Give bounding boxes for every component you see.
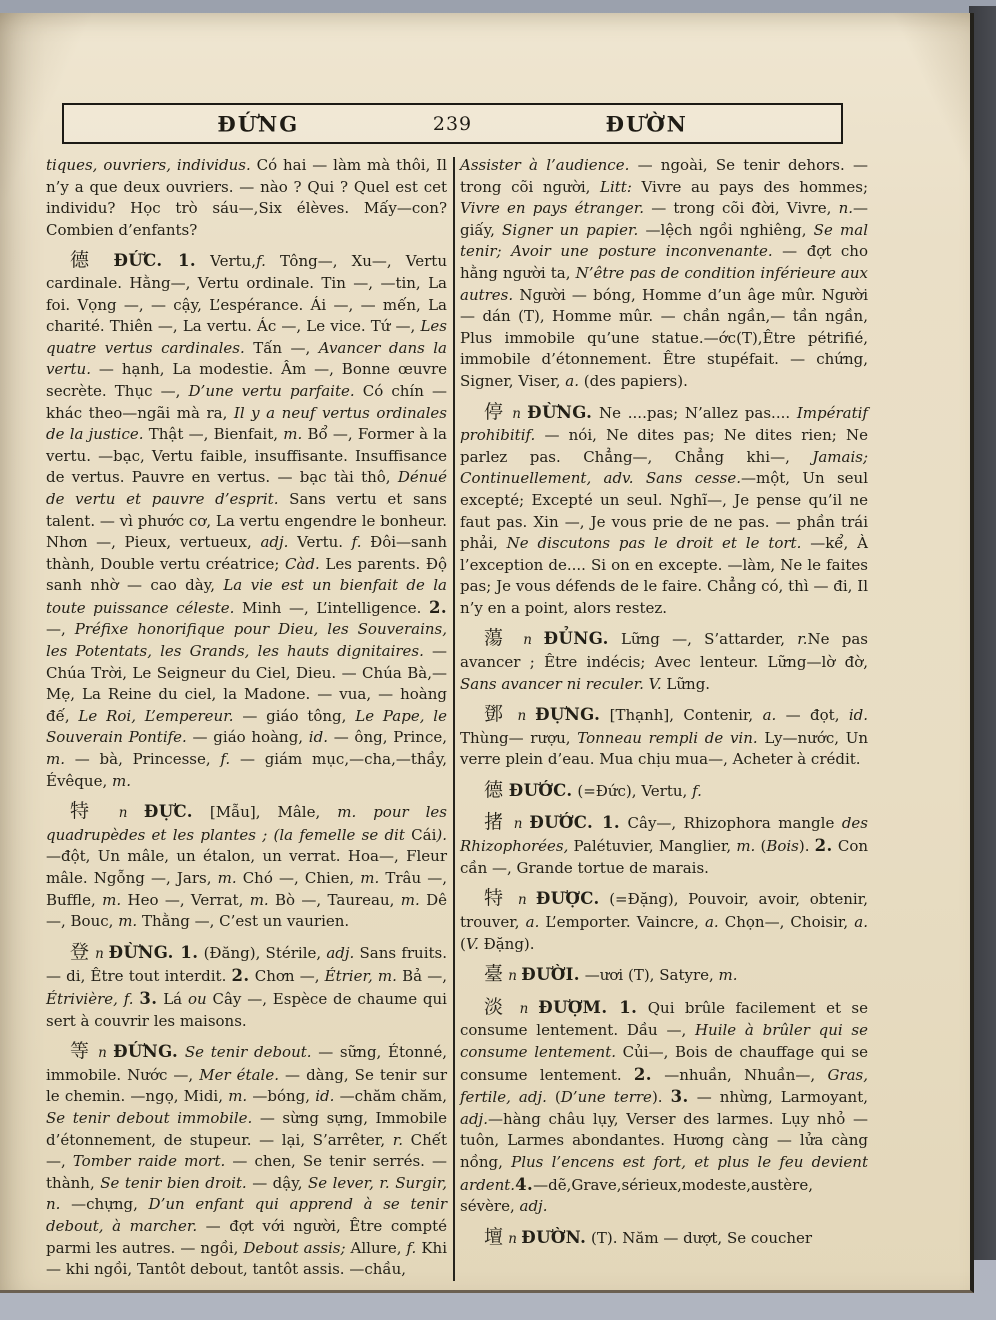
- entry-headword: 2.: [231, 966, 250, 986]
- body-text: — đợt cho hằng người ta,: [460, 242, 868, 282]
- entry-headword: ĐỪNG. 1.: [108, 942, 199, 962]
- italic-text: Se tenir debout immobile.: [46, 1108, 253, 1127]
- continuation-paragraph: [46, 155, 447, 241]
- body-text: ).: [798, 837, 815, 856]
- italic-text: m. pour les quadrupèdes et les plantes ; (la femelle se dit: [46, 803, 447, 844]
- cjk-headword-character: 登: [70, 940, 91, 963]
- dictionary-entry: [460, 628, 868, 695]
- body-text: — ngoài, Se tenir dehors. — trong cõi người,: [460, 156, 868, 196]
- cjk-headword-character: 蕩: [484, 627, 512, 650]
- italic-text: adj.: [460, 1109, 488, 1128]
- body-text: Cây —, Espèce de chaume qui sert à couvrir les maisons.: [46, 989, 447, 1030]
- body-text: —nhuần, Nhuần—,: [651, 1065, 828, 1084]
- italic-text: Jamais; Continuellement, adv. Sans cesse.: [460, 447, 868, 488]
- italic-text: D’une vertu parfaite.: [188, 381, 355, 400]
- body-text: Qui brûle facilement et se consume lentement. Dầu —,: [460, 998, 868, 1040]
- italic-text: f.: [351, 533, 362, 552]
- italic-text: Se mal tenir; Avoir une posture inconvenante.: [460, 220, 868, 261]
- body-text: (T). Năm — dượt, Se coucher: [586, 1228, 813, 1247]
- continuation-paragraph: [460, 155, 868, 393]
- italic-text: m.: [102, 890, 122, 909]
- body-text: Chó —, Chien,: [236, 869, 361, 887]
- italic-text: D’un enfant qui apprend à se tenir debout, à marcher.: [46, 1195, 447, 1235]
- italic-text: ou: [187, 989, 207, 1008]
- italic-text: tiques, ouvriers, individus.: [46, 156, 251, 174]
- body-text: Có hai — làm mà thôi, Il n’y a que deux ouvriers. — nào ? Qui ? Quel est cet individu? Học trò sáu—,Six élèves. Mấy—con? Combien d’enfants?: [46, 156, 447, 239]
- cjk-headword-character: 等: [70, 1040, 92, 1063]
- italic-text: Bois: [766, 837, 799, 856]
- entry-headword: 2.: [814, 836, 833, 856]
- italic-text: adj.: [260, 533, 289, 552]
- italic-text: La vie est un bienfait de la toute puissance céleste.: [46, 576, 447, 617]
- body-text: Lá: [157, 989, 188, 1008]
- body-text: Củi—, Bois de chauffage qui se consume lentement.: [460, 1042, 868, 1084]
- italic-text: a.: [854, 913, 868, 931]
- dictionary-entry: [46, 250, 447, 792]
- italic-text: Sans avancer ni reculer.: [460, 674, 644, 693]
- entry-headword: ĐỰNG.: [535, 705, 601, 725]
- body-text: — nhừng, Larmoyant,: [688, 1088, 868, 1107]
- body-text: Vertu.: [288, 533, 352, 552]
- italic-text: m.: [283, 425, 303, 444]
- body-text: Chết —,: [46, 1130, 447, 1171]
- dictionary-entry: [46, 942, 447, 1032]
- nom-marker: n: [90, 945, 109, 962]
- body-text: (: [460, 934, 466, 953]
- italic-text: des Rhizophorées,: [460, 813, 868, 856]
- entry-headword: ĐƯỚC. 1.: [529, 812, 621, 832]
- cjk-headword-character: 停: [484, 400, 506, 423]
- entry-headword: ĐƯỢM. 1.: [538, 997, 638, 1017]
- body-text: — nói, Ne dites pas; Ne dites rien; Ne parlez pas. Chẳng—, Chẳng khi—,: [460, 426, 868, 466]
- italic-text: id.: [308, 728, 328, 747]
- body-text: Chọn—, Choisir,: [718, 913, 855, 931]
- body-text: Đôi—sanh thành, Double vertu créatrice;: [46, 533, 448, 573]
- italic-text: m.: [111, 771, 131, 790]
- entry-headword: ĐỨC. 1.: [113, 251, 196, 271]
- dictionary-entry: [460, 402, 868, 620]
- body-text: (=Đặng), Pouvoir, avoir, obtenir, trouver,: [460, 890, 868, 931]
- body-text: — dậy,: [246, 1173, 308, 1192]
- body-text: L’emporter. Vaincre,: [539, 913, 705, 931]
- entry-headword: ĐỪNG.: [527, 402, 593, 422]
- body-text: Chơn —,: [249, 967, 325, 986]
- body-text: [178, 1043, 185, 1061]
- italic-text: Ne discutons pas le droit et le tort.: [506, 534, 802, 553]
- body-text: Có chín — khác theo—ngãi mà ra,: [46, 381, 447, 422]
- body-text: —lệch ngồi nghiêng,: [638, 220, 814, 239]
- nom-marker: n: [504, 1230, 522, 1247]
- body-text: (: [546, 1088, 561, 1107]
- body-text: Bò —, Taureau,: [268, 890, 401, 909]
- body-text: Tông—, Xu—, Vertu cardinale. Hằng—, Vertu ordinale. Tin —, —tin, La foi. Vọng —, — cậy, L’espérance. Ái —, — mến, La charité. Thiên —, La vertu. Ác —, Le vice. Tứ —,: [46, 252, 447, 336]
- cjk-headword-character: 德: [484, 779, 505, 802]
- nom-marker: n: [509, 1000, 539, 1017]
- body-text: Lững —, S’attarder,: [608, 630, 798, 649]
- dictionary-entry: [46, 1041, 447, 1281]
- page-number: 239: [432, 112, 473, 135]
- body-text: Thùng— rượu,: [460, 728, 578, 747]
- column-divider-rule: [453, 157, 455, 1281]
- body-text: — bà, Princesse,: [65, 750, 221, 769]
- nom-marker: n: [508, 708, 536, 725]
- body-text: Khi — khi ngồi, Tantôt debout, tantôt assis. —chầu,: [46, 1238, 447, 1279]
- body-text: Les parents. Độ sanh nhờ — cao dày,: [46, 554, 448, 595]
- italic-text: a.: [565, 371, 579, 390]
- body-text: —bóng,: [247, 1087, 316, 1106]
- body-text: Vivre au pays des hommes;: [631, 177, 868, 196]
- dictionary-entry: [460, 812, 868, 880]
- nom-marker: n: [91, 1045, 114, 1062]
- body-text: —ươi (T), Satyre,: [579, 966, 719, 985]
- body-text: —hàng châu lụy, Verser des larmes. Lụy nhỏ — tuôn, Larmes abondantes. Hương càng — lửa càng nồng,: [460, 1109, 868, 1171]
- italic-text: Vivre en pays étranger.: [460, 199, 645, 218]
- nom-marker: n: [506, 815, 530, 832]
- italic-text: adj.: [326, 943, 355, 962]
- italic-text: Le Roi, L’empereur.: [78, 706, 234, 725]
- body-text: Trâu —, Buffle,: [46, 869, 447, 909]
- body-text: (=Đức), Vertu,: [572, 782, 693, 801]
- dictionary-entry: [460, 964, 868, 988]
- italic-text: Gras, fertile, adj.: [460, 1065, 868, 1107]
- italic-text: Assister à l’audience.: [460, 156, 630, 174]
- body-text: — dàng, Se tenir sur le chemin. —ngọ, Midi,: [46, 1065, 447, 1106]
- entry-headword: 2.: [428, 597, 447, 617]
- italic-text: f.: [256, 252, 266, 271]
- body-text: (: [755, 837, 767, 856]
- body-text: Vertu,: [196, 252, 257, 271]
- body-text: Ne ....pas; N’allez pas....: [592, 403, 797, 422]
- entry-headword: ĐƯỢC.: [535, 889, 600, 909]
- italic-text: f.: [406, 1238, 417, 1257]
- entry-headword: ĐƯỜN.: [521, 1227, 587, 1247]
- dictionary-entry: [460, 888, 868, 955]
- italic-text: r.: [392, 1130, 403, 1149]
- italic-text: m.: [400, 890, 420, 909]
- body-text: — giấy,: [460, 199, 868, 239]
- italic-text: a.: [525, 913, 540, 931]
- entry-headword: ĐƯỜI.: [521, 965, 580, 985]
- italic-text: f.: [692, 782, 702, 801]
- nom-marker: n: [504, 968, 522, 985]
- italic-text: m.: [718, 966, 738, 985]
- italic-text: Tonneau rempli de vin.: [577, 728, 758, 747]
- body-text: — trong cõi đời, Vivre,: [644, 199, 839, 218]
- nom-marker: n: [508, 892, 536, 909]
- cjk-headword-character: 㨋: [484, 810, 507, 833]
- body-text: — đợt với người, Être compté parmi les autres. — ngồi,: [46, 1216, 447, 1257]
- italic-text: Litt:: [600, 177, 632, 196]
- dictionary-entry: [460, 704, 868, 771]
- right-column: [460, 155, 868, 1281]
- italic-text: Avancer dans la vertu.: [46, 338, 448, 379]
- italic-text: Se tenir bien droit.: [100, 1173, 247, 1192]
- italic-text: m.: [46, 750, 65, 769]
- italic-text: D’une terre: [560, 1088, 652, 1107]
- italic-text: Signer un papier.: [502, 220, 639, 239]
- running-title-left: ĐỨNG: [217, 111, 300, 136]
- entry-headword: 3.: [670, 1087, 689, 1107]
- body-text: [Thạnh], Contenir,: [600, 706, 763, 725]
- body-text: —chựng,: [60, 1195, 149, 1214]
- dictionary-entry: [460, 780, 868, 803]
- entry-headword: ĐỦNG.: [543, 629, 609, 649]
- body-text: — sững, Étonné, immobile. Nước —,: [46, 1043, 447, 1084]
- body-text: —một, Un seul excepté; Excepté un seul. Nghĩ—, Je pense qu’il ne faut pas. Xin —, Je vous prie de ne pas. — phần trái phải,: [460, 469, 868, 553]
- body-text: Ne pas avancer ; Être indécis; Avec lenteur. Lững—lờ đờ,: [460, 630, 868, 672]
- body-text: Sans vertu et sans talent. — vì phước cơ, La vertu engendre le bonheur. Nhơn —, Pieux, vertueux,: [46, 489, 447, 552]
- italic-text: V.: [465, 934, 479, 953]
- text-columns: [46, 155, 872, 1281]
- body-text: Tấn —,: [244, 338, 319, 357]
- body-text: — Chúa Trời, Le Seigneur du Ciel, Dieu. — Chúa Bà,—Mẹ, La Reine du ciel, la Madone. — vua, — hoàng đế,: [46, 642, 447, 725]
- body-text: — ông, Prince,: [327, 728, 447, 747]
- entry-headword: ĐỨNG.: [113, 1042, 179, 1062]
- body-text: Bả —,: [396, 967, 448, 986]
- italic-text: f.: [220, 750, 231, 769]
- entry-headword: 3.: [139, 988, 158, 1008]
- italic-text: id.: [848, 706, 869, 725]
- italic-text: Huile à brûler qui se consume lentement.: [460, 1021, 868, 1061]
- body-text: Thật —, Bienfait,: [143, 425, 284, 444]
- italic-text: Càd.: [285, 554, 320, 573]
- cjk-headword-character: 特: [70, 800, 103, 823]
- body-text: Allure,: [345, 1238, 407, 1257]
- nom-marker: n: [511, 632, 544, 649]
- body-text: — sừng sựng, Immobile d’étonnement, de stupeur. — lại, S’arrêter,: [46, 1108, 447, 1149]
- italic-text: m.: [118, 912, 138, 931]
- body-text: (Đăng), Stérile,: [198, 943, 327, 962]
- italic-text: Se lever, r. Surgir, n.: [46, 1173, 447, 1214]
- dictionary-entry: [460, 997, 868, 1218]
- italic-text: Mer étale.: [199, 1065, 279, 1084]
- body-text: Cây—, Rhizophora mangle: [620, 813, 842, 832]
- body-text: —kể, À l’exception de.... Si on en excepte. —làm, Ne le faites pas; Je vous défends de le faire. Chẳng có, thì — đi, Il n’y en a point, alors restez.: [460, 534, 868, 617]
- entry-headword: ĐƯỚC.: [508, 781, 573, 801]
- body-text: Minh —, L’intelligence.: [234, 598, 429, 617]
- entry-headword: ĐỰC.: [143, 802, 193, 822]
- italic-text: a.: [762, 706, 777, 725]
- italic-text: Préfixe honorifique pour Dieu, les Souverains, les Potentats, les Grands, les hauts dignitaires.: [46, 620, 447, 661]
- body-text: Dê —, Bouc,: [46, 890, 447, 931]
- running-title-right: ĐƯỜN: [605, 111, 688, 136]
- italic-text: adj.: [519, 1197, 548, 1216]
- body-text: Bổ —, Former à la vertu. —bạc, Vertu faible, insuffisante. Insuffisance de vertus. Pauvre en vertus. — bạc tài thô,: [46, 425, 447, 487]
- body-text: — giáo hoàng,: [186, 728, 309, 747]
- body-text: — giám mục,—cha,—thầy, Évêque,: [46, 750, 447, 790]
- italic-text: Les quatre vertus cardinales.: [46, 317, 447, 357]
- cjk-headword-character: 德: [70, 249, 100, 272]
- italic-text: m.: [217, 869, 237, 887]
- body-text: Sans fruits. — di, Être tout interdit.: [46, 943, 447, 986]
- entry-headword: 2.: [633, 1064, 652, 1084]
- page-header-box: [62, 103, 843, 144]
- italic-text: N’être pas de condition inférieure aux autres.: [460, 263, 868, 304]
- body-text: — hạnh, La modestie. Âm —, Bonne œuvre secrète. Thục —,: [46, 360, 447, 400]
- italic-text: Impératif prohibitif.: [460, 403, 868, 445]
- italic-text: id.: [315, 1087, 335, 1106]
- body-text: Con cần —, Grande tortue de marais.: [460, 837, 869, 877]
- body-text: —dẽ,Grave,sérieux,modeste,austère, sévère,: [460, 1175, 813, 1216]
- italic-text: V.: [648, 674, 662, 693]
- italic-text: Se tenir debout.: [184, 1043, 312, 1062]
- dictionary-entry: [460, 1227, 868, 1251]
- cjk-headword-character: 壇: [484, 1225, 505, 1248]
- body-text: Thằng —, C’est un vaurien.: [137, 912, 350, 931]
- body-text: Ly—nước, Un verre plein d’eau. Mua chịu mua—, Acheter à crédit.: [460, 728, 869, 769]
- book-page: [0, 13, 974, 1293]
- body-text: — đọt,: [776, 706, 849, 725]
- italic-text: m.: [228, 1087, 248, 1106]
- body-text: Cái: [411, 825, 437, 844]
- dictionary-entry: [46, 801, 447, 933]
- cjk-headword-character: 特: [484, 887, 509, 910]
- italic-text: Dénué de vertu et pauvre d’esprit.: [46, 468, 447, 508]
- body-text: Lững.: [661, 674, 711, 693]
- italic-text: Étrier, m.: [324, 967, 397, 986]
- nom-marker: n: [505, 405, 528, 422]
- italic-text: m.: [360, 869, 380, 887]
- nom-marker: n: [102, 805, 144, 822]
- body-text: — giáo tông,: [233, 706, 356, 725]
- body-text: —,: [46, 620, 75, 639]
- body-text: Heo —, Verrat,: [121, 890, 250, 909]
- italic-text: Tomber raide mort.: [72, 1152, 226, 1171]
- italic-text: m.: [249, 890, 269, 909]
- body-text: Đặng).: [478, 934, 535, 953]
- body-text: Người — bóng, Homme d’un âge mûr. Người — dán (T), Homme mûr. — chần ngần,— tần ngần, Plus immobile qu’une statue.—ớc(T),Être pétrifié, immobile d’étonnement. Être stupéfait. — chứng, Signer, Viser,: [460, 285, 868, 390]
- italic-text: Plus l’encens est fort, et plus le feu devient ardent.: [460, 1152, 868, 1194]
- body-text: —chăm chăm,: [334, 1087, 447, 1106]
- body-text: —đột, Un mâle, un étalon, un verrat. Hoa—, Fleur mâle. Ngỗng —, Jars,: [46, 847, 447, 887]
- body-text: ).: [651, 1088, 671, 1107]
- italic-text: m.: [736, 837, 756, 856]
- entry-headword: 4.: [515, 1174, 534, 1194]
- cjk-headword-character: 淡: [484, 995, 510, 1018]
- cjk-headword-character: 鄧: [484, 703, 509, 726]
- italic-text: Le Pape, le Souverain Pontife.: [46, 706, 447, 747]
- italic-text: n.: [838, 199, 853, 218]
- italic-text: r.: [797, 630, 808, 649]
- left-column: [46, 155, 447, 1281]
- body-text: (des papiers).: [579, 371, 688, 390]
- body-text: Palétuvier, Manglier,: [568, 837, 737, 856]
- body-text: — chen, Se tenir serrés. — thành,: [46, 1152, 448, 1192]
- italic-text: Étrivière, f.: [46, 989, 134, 1008]
- body-text: [Mẫu], Mâle,: [192, 803, 338, 822]
- italic-text: Debout assis;: [243, 1238, 346, 1257]
- italic-text: Il y a neuf vertus ordinales de la justice.: [46, 403, 447, 444]
- italic-text: a.: [704, 913, 719, 931]
- body-text: [99, 252, 113, 270]
- italic-text: ).: [436, 825, 447, 844]
- cjk-headword-character: 臺: [484, 963, 505, 986]
